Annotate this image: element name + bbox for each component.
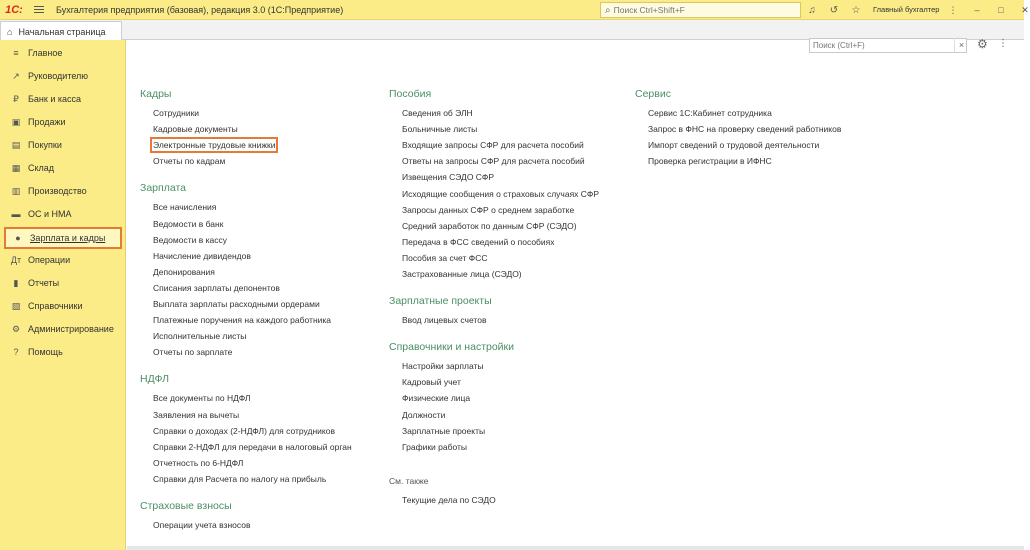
sidebar-item-label: Справочники xyxy=(28,301,83,311)
sidebar-item-label: ОС и НМА xyxy=(28,209,72,219)
sidebar-item-label: Администрирование xyxy=(28,324,114,334)
section-title: Справочники и настройки xyxy=(389,341,515,354)
nav-link[interactable]: Входящие запросы СФР для расчета пособий xyxy=(402,140,584,151)
sidebar-item-icon: ⚙ xyxy=(11,323,21,334)
nav-link[interactable]: Средний заработок по данным СФР (СЭДО) xyxy=(402,220,577,231)
sidebar-item-label: Помощь xyxy=(28,347,63,357)
nav-link[interactable]: Выплата зарплаты расходными ордерами xyxy=(153,299,320,309)
sidebar-item-label: Склад xyxy=(28,163,55,173)
nav-link[interactable]: Отчетность по 6-НДФЛ xyxy=(153,457,244,468)
sidebar-item[interactable] xyxy=(4,157,122,179)
sidebar-item-label: Отчеты xyxy=(28,278,60,288)
nav-link[interactable]: Кадровый учет xyxy=(402,377,461,388)
nav-link[interactable]: Сервис 1С:Кабинет сотрудника xyxy=(648,108,772,118)
search-icon: ⌕ xyxy=(605,4,611,16)
sidebar-item-label: Производство xyxy=(28,186,87,196)
nav-link[interactable]: Сотрудники xyxy=(153,108,200,118)
current-user[interactable]: Главный бухгалтер xyxy=(873,5,940,14)
nav-link[interactable]: Передача в ФСС сведений о пособиях xyxy=(402,236,555,247)
sidebar-item[interactable] xyxy=(4,318,122,340)
tab-bar xyxy=(0,20,1024,40)
sidebar-item-icon: ↗ xyxy=(12,70,20,81)
sidebar-item-label: Покупки xyxy=(28,140,62,150)
tab-home-label: Начальная страница xyxy=(18,26,106,37)
restore-icon[interactable]: □ xyxy=(998,5,1004,15)
more-icon[interactable]: ⋮ xyxy=(948,4,958,15)
see-also-label: См. также xyxy=(389,475,429,486)
section-title: Зарплата xyxy=(140,182,186,195)
nav-link[interactable]: Справки о доходах (2-НДФЛ) для сотрудников xyxy=(153,425,335,436)
sidebar-item-icon: ▮ xyxy=(13,277,19,288)
global-search[interactable] xyxy=(600,2,801,18)
nav-link[interactable]: Извещения СЭДО СФР xyxy=(402,172,495,183)
nav-link[interactable]: Кадровые документы xyxy=(153,124,238,135)
nav-link[interactable]: Все начисления xyxy=(153,202,217,213)
sidebar-item-icon: ▣ xyxy=(11,116,21,127)
section-title: Страховые взносы xyxy=(140,500,232,512)
nav-link[interactable]: Физические лица xyxy=(402,393,471,404)
sidebar-item-icon: ▬ xyxy=(11,209,21,219)
global-search-input[interactable] xyxy=(614,5,784,15)
sidebar-item-icon: ? xyxy=(13,347,19,357)
nav-link[interactable]: Проверка регистрации в ИФНС xyxy=(648,156,772,167)
nav-link[interactable]: Ведомости в кассу xyxy=(153,234,227,245)
sidebar-item-icon: ▦ xyxy=(11,162,21,173)
sidebar-item-label: Зарплата и кадры xyxy=(30,233,106,243)
nav-link[interactable]: Справки 2-НДФЛ для передачи в налоговый орган xyxy=(153,441,352,452)
sidebar-item-icon: ▥ xyxy=(11,185,21,196)
sidebar-item[interactable] xyxy=(4,65,122,87)
nav-link[interactable]: Зарплатные проекты xyxy=(402,425,486,436)
sidebar-item-icon: ≡ xyxy=(13,48,19,58)
sidebar-item-icon: ● xyxy=(15,233,21,243)
nav-link[interactable]: Больничные листы xyxy=(402,124,478,135)
nav-link[interactable]: Исходящие сообщения о страховых случаях СФР xyxy=(402,188,600,199)
section-title: Зарплатные проекты xyxy=(389,295,492,308)
history-icon[interactable]: ↺ xyxy=(829,4,839,16)
nav-link[interactable]: Отчеты по кадрам xyxy=(153,156,226,167)
close-icon[interactable]: ✕ xyxy=(1021,4,1029,15)
nav-link[interactable]: Электронные трудовые книжки xyxy=(153,140,276,151)
sidebar-item[interactable] xyxy=(4,134,122,156)
nav-link[interactable]: Импорт сведений о трудовой деятельности xyxy=(648,140,820,151)
home-icon: ⌂ xyxy=(7,26,13,37)
nav-link[interactable]: Исполнительные листы xyxy=(153,331,247,342)
more-actions-icon[interactable]: ⋮ xyxy=(998,38,1008,49)
nav-link[interactable]: Графики работы xyxy=(402,441,468,452)
nav-link[interactable]: Застрахованные лица (СЭДО) xyxy=(402,269,522,279)
sidebar-item[interactable] xyxy=(4,341,122,363)
sidebar-item-icon: ▤ xyxy=(11,139,21,150)
nav-link[interactable]: Начисление дивидендов xyxy=(153,250,251,261)
sidebar-item[interactable] xyxy=(4,227,122,249)
main-menu-icon[interactable] xyxy=(28,6,50,13)
section-title: Пособия xyxy=(389,88,432,100)
sidebar-item-label: Главное xyxy=(28,48,63,58)
nav-link[interactable]: Все документы по НДФЛ xyxy=(153,393,251,404)
nav-link[interactable]: Настройки зарплаты xyxy=(402,361,484,372)
sidebar-item[interactable] xyxy=(4,180,122,202)
minimize-icon[interactable]: – xyxy=(974,5,980,15)
nav-link[interactable]: Сведения об ЭЛН xyxy=(402,108,473,118)
app-title: Бухгалтерия предприятия (базовая), редакция 3.0 (1С:Предприятие) xyxy=(56,4,344,15)
nav-link[interactable]: Заявления на вычеты xyxy=(153,409,240,420)
sidebar-item[interactable] xyxy=(4,111,122,133)
nav-link[interactable]: Должности xyxy=(402,409,446,420)
nav-link[interactable]: Запросы данных СФР о среднем заработке xyxy=(402,204,575,215)
section-title: Кадры xyxy=(140,88,172,100)
sidebar-item[interactable] xyxy=(4,272,122,294)
nav-link[interactable]: Ответы на запросы СФР для расчета пособий xyxy=(402,156,585,167)
nav-link[interactable]: Пособия за счет ФСС xyxy=(402,252,488,263)
nav-link[interactable]: Ведомости в банк xyxy=(153,218,224,229)
sidebar-item-icon: Дт xyxy=(10,255,22,265)
sidebar-item-label: Руководителю xyxy=(28,71,89,81)
nav-link[interactable]: Операции учета взносов xyxy=(153,520,251,530)
app-logo: 1С: xyxy=(5,3,23,16)
sidebar-item-icon: ₽ xyxy=(13,93,19,104)
nav-link[interactable]: Платежные поручения на каждого работника xyxy=(153,315,332,326)
nav-link[interactable]: Ввод лицевых счетов xyxy=(402,315,487,326)
horizontal-scrollbar[interactable] xyxy=(127,546,1024,550)
tab-home[interactable] xyxy=(0,21,122,41)
nav-link[interactable]: Отчеты по зарплате xyxy=(153,347,233,358)
section-search-input[interactable] xyxy=(809,38,967,53)
sidebar-item-label: Операции xyxy=(28,255,71,265)
star-icon[interactable]: ☆ xyxy=(851,4,861,16)
sidebar-item-icon: ▧ xyxy=(11,300,21,311)
sidebar-item-label: Банк и касса xyxy=(28,94,81,104)
sidebar-item[interactable] xyxy=(4,42,122,64)
main-panel xyxy=(127,37,1024,550)
sidebar xyxy=(0,40,126,550)
nav-link[interactable]: Текущие дела по СЭДО xyxy=(402,494,496,505)
title-bar xyxy=(0,0,1029,20)
bell-icon[interactable]: ♫ xyxy=(808,4,816,16)
nav-link[interactable]: Депонирования xyxy=(153,266,215,277)
nav-link[interactable]: Справки для Расчета по налогу на прибыль xyxy=(153,473,327,484)
nav-link[interactable]: Запрос в ФНС на проверку сведений работников xyxy=(648,124,842,135)
nav-link[interactable]: Списания зарплаты депонентов xyxy=(153,282,280,293)
section-title: НДФЛ xyxy=(140,373,169,386)
gear-icon[interactable]: ⚙ xyxy=(977,37,988,51)
clear-search-button[interactable]: × xyxy=(954,38,968,53)
sidebar-item[interactable] xyxy=(4,203,122,225)
sidebar-item[interactable] xyxy=(4,295,122,317)
sidebar-item[interactable] xyxy=(4,249,122,271)
section-title: Сервис xyxy=(635,88,671,100)
sidebar-item[interactable] xyxy=(4,88,122,110)
sidebar-item-label: Продажи xyxy=(28,117,66,127)
